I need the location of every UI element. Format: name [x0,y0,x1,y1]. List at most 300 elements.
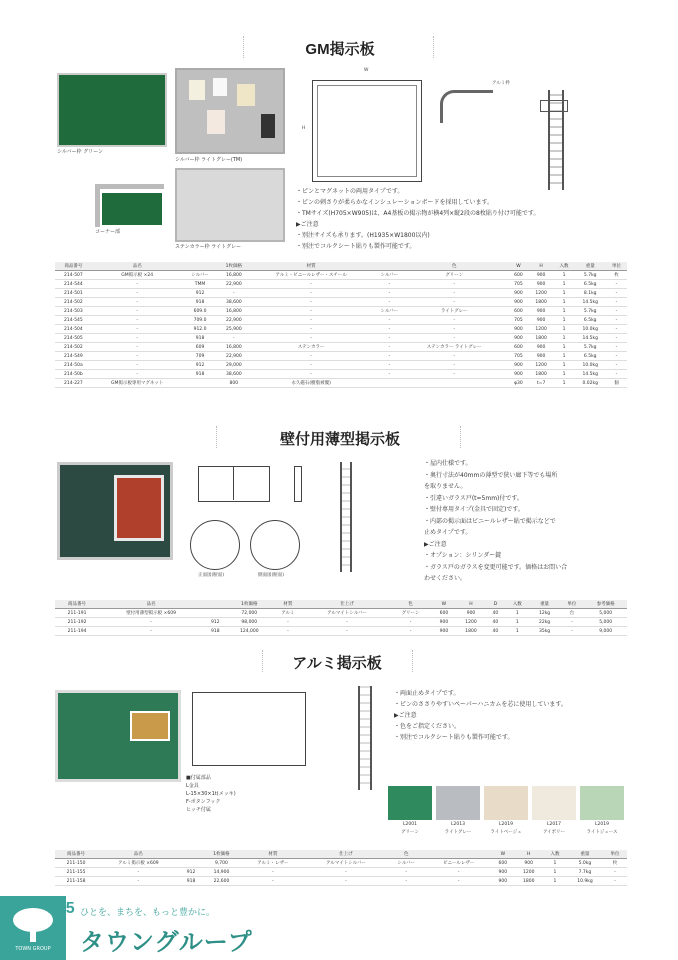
table-header-cell: 参考価格 [584,600,627,609]
table-cell: 0.02kg [575,379,606,388]
table-header-cell: H [456,600,486,609]
table-cell: グリーン [389,609,431,618]
green-board-photo [57,73,167,147]
table-cell [179,859,202,868]
poster [130,711,170,741]
table-header-cell: 入数 [505,600,530,609]
table-cell: 214-227 [55,379,92,388]
table-cell: 214-545 [55,316,92,325]
table-header-cell: 1枚価格 [217,262,250,271]
table-cell: - [99,618,203,627]
table-cell: 912 [183,289,218,298]
swatch-code: L2019 [595,822,609,827]
table-header-cell: 色 [389,600,431,609]
table-cell: 600 [491,859,514,868]
table-row [55,379,627,388]
table-cell [407,379,502,388]
table-row [55,868,627,877]
table-cell: 14.5kg [575,298,606,307]
table-cell: 14,900 [203,868,241,877]
table-cell: 214-50b [55,370,92,379]
table-cell: シルバー [183,271,218,280]
detail-caption-1: 正面図(断面) [198,573,225,578]
table-header-cell: 仕上げ [305,600,390,609]
table-cell: 214-507 [55,271,92,280]
section3-divider [262,650,263,672]
notice-paper [189,80,205,100]
table-cell: - [407,361,502,370]
table-cell: 72,000 [227,609,271,618]
table-cell: 900 [514,859,543,868]
table-row [55,618,627,627]
drawing-label-w: W [364,68,369,73]
table-cell: - [606,343,627,352]
bullet-text: 止めタイプです。 [424,529,472,536]
table-cell: アルマイトシルバー [305,609,390,618]
table-header-cell: 色 [407,262,502,271]
table-cell: グリーン [407,271,502,280]
table-cell: 214-503 [55,307,92,316]
table-cell: アルミ・ビニールレザー・スチール [250,271,372,280]
section1-divider [243,36,244,58]
table-cell: 5,000 [584,609,627,618]
table-row [55,307,627,316]
table-cell [203,609,227,618]
table-cell: 1 [554,298,575,307]
table-cell: 98,000 [227,618,271,627]
section2-divider-right [460,426,461,448]
table-cell: - [426,868,491,877]
table-cell: - [250,325,372,334]
photo-caption-2: シルバー枠 ライトグレー(TM) [175,157,243,163]
table-cell: 5.7kg [575,343,606,352]
photo-caption-3: コーナー部 [95,229,121,235]
table-cell: - [606,316,627,325]
bullet-text: ▶ご注意 [424,540,447,548]
table-cell: 609 [183,343,218,352]
table-cell: - [372,289,407,298]
table-header-cell: 1枚価格 [203,850,241,859]
section1-spec-table [55,262,627,388]
table-header-row [55,600,627,609]
wall-bracket-drawing [540,100,568,112]
table-cell: 1800 [514,877,543,886]
table-cell: 1800 [529,298,554,307]
table-row [55,361,627,370]
table-cell: - [606,370,627,379]
table-cell: ステンカラー [250,343,372,352]
table-cell: - [603,877,627,886]
table-cell: - [92,370,183,379]
swatch-color-name: グリーン [401,830,419,835]
table-cell: 912 [203,618,227,627]
table-cell: 6.5kg [575,352,606,361]
table-cell: 900 [529,352,554,361]
table-cell: 永久磁石(樹脂被覆) [250,379,372,388]
table-header-cell: 入数 [554,262,575,271]
table-cell: - [407,298,502,307]
section2-bullets [424,458,567,585]
table-cell: - [372,316,407,325]
table-cell: 40 [486,618,505,627]
note-text: ■付属部品 [186,775,211,781]
table-cell: 7.7kg [567,868,603,877]
table-cell: - [250,307,372,316]
bullet-text: わせください。 [424,575,467,582]
table-cell: 16,800 [217,307,250,316]
table-cell: - [559,618,584,627]
table-cell: 1200 [456,618,486,627]
table-cell: - [606,307,627,316]
table-cell: 912.0 [183,325,218,334]
table-cell: 台 [559,609,584,618]
table-cell: 22,600 [203,877,241,886]
table-cell: シルバー [386,859,426,868]
table-cell: 900 [491,877,514,886]
bullet-text: ・別注でコルクシート貼りも製作可能です。 [296,243,416,250]
table-cell: - [92,298,183,307]
table-cell: - [606,361,627,370]
swatch-color-name: ライトベージュ [490,830,522,835]
table-cell: 枚 [606,271,627,280]
table-cell: - [372,361,407,370]
color-swatch [580,786,624,820]
table-cell: アルミ掲示板 ×609 [97,859,179,868]
table-cell: - [271,618,305,627]
bullet-text: ▶ご注意 [394,712,417,719]
bullet-text: ・オプション：シリンダー錠 [424,552,502,559]
table-cell: 16,800 [217,271,250,280]
table-cell: - [92,316,183,325]
page-number: 225 [48,900,75,917]
table-header-cell: 入数 [543,850,567,859]
table-header-cell: W [491,850,514,859]
table-header-cell: 材質 [271,600,305,609]
table-cell: 1 [554,361,575,370]
bullet-text: ・屋内仕様です。 [424,460,472,467]
table-cell: 1 [554,325,575,334]
table-cell: 14.5kg [575,370,606,379]
drawing-label-h: H [302,126,306,131]
bullet-text: ・ピンのささりやすいペーパーハニカムを芯に使用しています。 [394,701,567,708]
table-cell: - [606,298,627,307]
table-header-cell: 材質 [240,850,305,859]
table-cell: 900 [508,334,528,343]
light-gray-board-photo [175,168,285,242]
table-cell: - [372,280,407,289]
table-cell: - [250,334,372,343]
bullet-text: ・内部の掲示面はビニールレザー貼で掲示などで [424,517,556,525]
table-cell: 1200 [514,868,543,877]
table-cell: 1 [543,859,567,868]
photo-caption-1: シルバー枠 グリーン [57,149,104,155]
table-cell: ビニールレザー [426,859,491,868]
note-text: ヒッチ付属 [186,807,211,813]
table-cell: 22,900 [217,280,250,289]
table-cell: - [250,280,372,289]
alumi-board-photo [55,690,181,782]
table-header-cell: 重量 [575,262,606,271]
table-header-cell: 仕上げ [305,850,386,859]
table-cell: 900 [508,289,528,298]
table-row [55,316,627,325]
table-cell: 5,000 [584,618,627,627]
swatch-color-name: アイボリー [542,830,566,835]
table-cell: 9,000 [584,627,627,636]
table-row [55,271,627,280]
table-cell: 705 [508,316,528,325]
table-cell: 900 [529,316,554,325]
notice-paper [213,78,227,96]
table-header-cell: 商品番号 [55,850,97,859]
table-cell: - [372,334,407,343]
table-cell: 912 [183,361,218,370]
table-row [55,859,627,868]
table-cell: 214-501 [55,289,92,298]
table-row [55,298,627,307]
table-cell: 918 [179,877,202,886]
thin-board-side-drawing [294,466,302,502]
table-cell: - [372,343,407,352]
table-cell: 25,900 [217,325,250,334]
table-cell: シルバー [372,307,407,316]
table-cell: 918 [183,298,218,307]
table-cell: 900 [508,370,528,379]
table-cell: - [407,370,502,379]
table-header-cell [203,600,227,609]
table-cell: 1 [554,343,575,352]
table-cell: 5.0kg [567,859,603,868]
table-cell: 22,900 [217,352,250,361]
table-cell: 709 [183,352,218,361]
bullet-text: ・ガラス戸のガラスを変更可能です。価格はお問い合 [424,563,568,571]
table-cell: 709.0 [183,316,218,325]
table-cell: 912 [179,868,202,877]
table-cell: 1 [554,289,575,298]
table-header-cell: 重量 [530,600,559,609]
table-cell: 600 [508,307,528,316]
table-cell: - [389,627,431,636]
table-cell: 1800 [456,627,486,636]
table-cell: 40 [486,609,505,618]
alumi-board-side-drawing [358,686,372,790]
table-cell: - [305,618,390,627]
table-cell: 10.0kg [575,325,606,334]
note-text: L-15×30×1t(メッキ) [186,791,236,797]
table-cell: 1200 [529,289,554,298]
table-header-cell [426,850,491,859]
table-cell: - [97,868,179,877]
table-cell: - [603,868,627,877]
color-swatch [388,786,432,820]
table-cell: - [372,298,407,307]
table-header-cell: 1枚価格 [227,600,271,609]
section1-divider-right [433,36,434,58]
table-cell: 900 [529,307,554,316]
table-cell: 1 [505,627,530,636]
table-cell: - [426,877,491,886]
table-cell: 211-158 [55,877,97,886]
table-header-row [55,850,627,859]
table-cell: 1 [554,307,575,316]
note-text: F-ボタンフック [186,799,221,805]
table-cell: - [407,325,502,334]
table-row [55,352,627,361]
section1-title: GM掲示板 [305,41,375,58]
table-cell: 124,000 [227,627,271,636]
section2-title: 壁付用薄型掲示板 [279,431,400,448]
table-header-cell: 色 [386,850,426,859]
table-cell: - [92,334,183,343]
table-cell: - [92,280,183,289]
table-cell: 1 [554,316,575,325]
table-cell: 918 [203,627,227,636]
table-header-cell: 品名 [97,850,179,859]
section3-divider-right [412,650,413,672]
section2-divider [216,426,217,448]
table-cell: 1200 [529,325,554,334]
table-cell: GM掲示板専用マグネット [92,379,183,388]
table-cell: 900 [432,618,456,627]
table-cell: - [606,325,627,334]
corner-green-fill [102,193,162,225]
table-cell: 1 [554,334,575,343]
table-header-cell: 品名 [92,262,183,271]
section3-title: アルミ掲示板 [292,655,382,672]
table-cell: 900 [508,361,528,370]
table-header-cell: D [486,600,505,609]
table-cell: 705 [508,280,528,289]
alumi-board-front-drawing [192,692,306,766]
table-cell: - [92,352,183,361]
gray-board-photo-with-notices [175,68,285,154]
table-cell: 600 [432,609,456,618]
notice-paper [261,114,275,138]
table-cell: 枚 [603,859,627,868]
table-row [55,280,627,289]
table-cell: 5.7kg [575,307,606,316]
table-header-cell: W [508,262,528,271]
table-header-cell: H [529,262,554,271]
table-cell: アルマイトシルバー [305,859,386,868]
bullet-text: ▶ご注意 [296,221,319,228]
table-header-cell: W [432,600,456,609]
table-cell: 1 [554,352,575,361]
table-cell: - [559,627,584,636]
table-cell: 5.7kg [575,271,606,280]
corner-detail-photo [95,184,164,227]
bullet-text: ・TMサイズ(H705×W905)は、A4基板の掲示物が横4列×縦2段の8枚貼り付け可能です。 [296,210,540,217]
swatch-code: L2001 [403,822,417,827]
table-header-cell [183,262,218,271]
table-cell: 214-50a [55,361,92,370]
table-cell: 918 [183,334,218,343]
swatch-color-name: ライトジュース [586,830,618,835]
table-cell: 38,600 [217,298,250,307]
bullet-text: ・引違いガラス戸(t=5mm)付です。 [424,494,523,502]
table-cell: 1800 [529,370,554,379]
table-cell: - [92,307,183,316]
table-cell: アルミ [271,609,305,618]
table-cell: - [407,352,502,361]
wall-board-photo [57,462,173,560]
bullet-text: ・奥行寸法が40mmの薄型で狭い廊下等でも場所 [424,471,558,479]
table-cell: 1 [543,877,567,886]
bullet-text: ・色をご指定ください。 [394,723,461,730]
table-cell: 22,900 [217,316,250,325]
frame-section-drawing [440,90,493,123]
table-cell: - [250,361,372,370]
thin-board-section-drawing [340,462,352,572]
table-cell: 1800 [529,334,554,343]
bullet-text: ・両面止めタイプです。 [394,690,460,697]
table-row [55,343,627,352]
swatch-code: L2013 [451,822,465,827]
bullet-text: ・別注でコルクシート貼りも製作可能です。 [394,734,514,741]
table-cell: 900 [432,627,456,636]
section3-spec-table [55,850,627,886]
table-cell: 35kg [530,627,559,636]
table-header-cell [372,262,407,271]
table-cell: - [606,334,627,343]
table-cell: - [389,618,431,627]
table-cell: - [92,361,183,370]
table-cell: 14.5kg [575,334,606,343]
table-cell: 1 [505,618,530,627]
section2-spec-table [55,600,627,636]
table-cell: 22kg [530,618,559,627]
table-cell: - [407,316,502,325]
table-cell: 1 [554,379,575,388]
table-cell: ステンカラー ライトグレー [407,343,502,352]
color-swatch [532,786,576,820]
table-cell: 900 [491,868,514,877]
footer-slogan: ひとを、まちを、もっと豊かに。 [80,908,216,918]
table-cell: - [240,877,305,886]
table-cell: - [250,370,372,379]
logo-caption: TOWN GROUP [15,946,51,952]
bullet-text: を取りません。 [424,483,467,490]
table-cell: 29,000 [217,361,250,370]
table-cell: シルバー [372,271,407,280]
table-cell: - [372,325,407,334]
table-cell: 214-502 [55,298,92,307]
table-cell: - [386,868,426,877]
table-cell: 600 [508,343,528,352]
table-cell: 214-504 [55,325,92,334]
table-cell: 214-549 [55,352,92,361]
table-cell: 800 [217,379,250,388]
section1-bullets [296,186,539,252]
table-cell: 10.9kg [567,877,603,886]
table-cell: ライトグレー [407,307,502,316]
table-cell: - [97,877,179,886]
poster [114,475,164,541]
table-cell: 900 [529,343,554,352]
table-cell: 214-505 [55,334,92,343]
detail-caption-2: 側面図(断面) [258,573,285,578]
table-cell: - [92,289,183,298]
table-cell: φ30 [508,379,528,388]
table-header-cell: 材質 [250,262,372,271]
table-cell: - [240,868,305,877]
table-cell: 211-150 [55,859,97,868]
table-cell: 個 [606,379,627,388]
table-header-cell: 単位 [559,600,584,609]
table-cell: 10.0kg [575,361,606,370]
table-cell: 900 [508,325,528,334]
table-row [55,627,627,636]
